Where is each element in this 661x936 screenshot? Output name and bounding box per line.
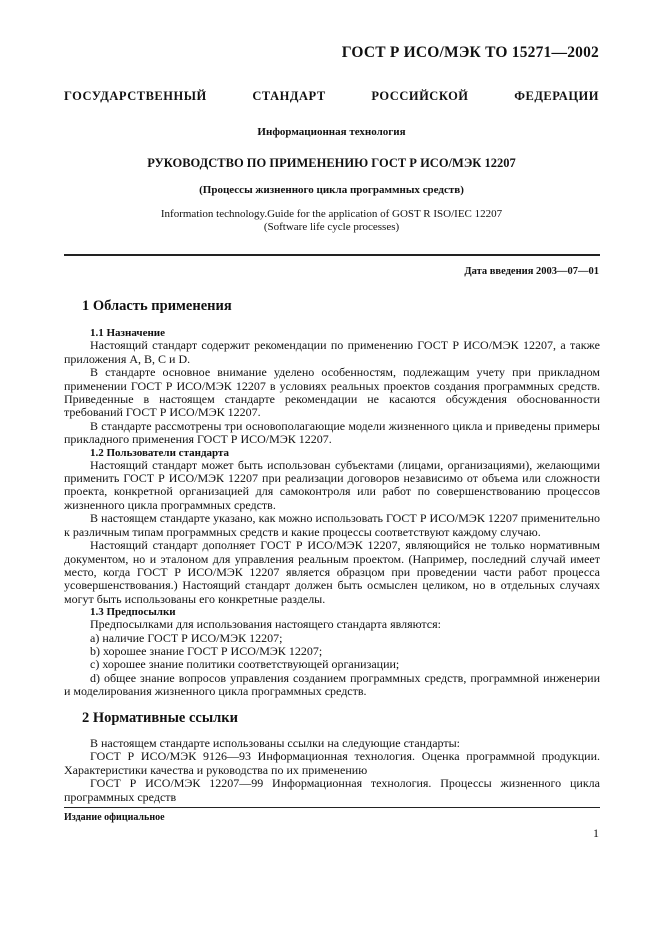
english-title-block: [64, 208, 599, 234]
section-1-2-heading: 1.2 Пользователи стандарта: [90, 446, 230, 459]
state-standard-banner: ГОСУДАРСТВЕННЫЙ СТАНДАРТ РОССИЙСКОЙ ФЕДЕРАЦИИ: [64, 89, 599, 103]
paragraph: В стандарте рассмотрены три основополагающие модели жизненного цикла и приведены примеры прикладного применения ГОСТ Р ИСО/МЭК 12207.: [64, 418, 600, 447]
section-1-1-heading: 1.1 Назначение: [90, 327, 166, 340]
document-title: РУКОВОДСТВО ПО ПРИМЕНЕНИЮ ГОСТ Р ИСО/МЭК 12207: [147, 156, 516, 170]
list-item: b) хорошее знание ГОСТ Р ИСО/МЭК 12207;: [90, 643, 323, 658]
footer-divider: [64, 807, 600, 808]
document-code: ГОСТ Р ИСО/МЭК ТО 15271—2002: [341, 44, 599, 61]
paragraph: Настоящий стандарт дополняет ГОСТ Р ИСО/МЭК 12207, являющийся не только нормативным документом, но и эталоном для управления реальным проектом. (Например, последний случай имеет место, когда ГОСТ Р ИСО/МЭК 12207 является образцом при проведении части работ процесса усовершенствования.) Настоящий стандарт должен быть осмыслен целиком, но в отдельных случаях могут быть использованы его конкретные разделы.: [64, 538, 600, 606]
page-number: 1: [593, 826, 599, 840]
reference-item: ГОСТ Р ИСО/МЭК 12207—99 Информационная технология. Процессы жизненного цикла программных средств: [64, 776, 600, 804]
english-title: Information technology.Guide for the application of GOST R ISO/IEC 12207: [160, 208, 503, 220]
paragraph: В настоящем стандарте использованы ссылки на следующие стандарты:: [90, 735, 461, 750]
introduction-date: Дата введения 2003—07—01: [464, 266, 599, 277]
section-1-3-heading: 1.3 Предпосылки: [90, 606, 176, 619]
paragraph: Настоящий стандарт может быть использован субъектами (лицами, организациями), желающими применить ГОСТ Р ИСО/МЭК 12207 при реализации договоров независимо от объема или сложности проекта, конкретной организацией для самоконтроля или работ по совершенствованию процессов жизненного цикла программных средств.: [64, 457, 600, 512]
paragraph: Настоящий стандарт содержит рекомендации по применению ГОСТ Р ИСО/МЭК 12207, а также приложения А, В, С и D.: [64, 338, 600, 366]
list-item: c) хорошее знание политики соответствующей организации;: [90, 657, 400, 672]
paragraph: В настоящем стандарте указано, как можно использовать ГОСТ Р ИСО/МЭК 12207 применительно к различным типам программных средств и какие процессы соответствуют каждому случаю.: [64, 511, 600, 539]
document-subtitle: (Процессы жизненного цикла программных средств): [199, 184, 464, 196]
paragraph: Предпосылками для использования настоящего стандарта являются:: [90, 617, 441, 632]
header-divider: [64, 254, 600, 256]
reference-item: ГОСТ Р ИСО/МЭК 9126—93 Информационная технология. Оценка программной продукции. Характеристики качества и руководства по их применению: [64, 749, 600, 777]
paragraph: В стандарте основное внимание уделено особенностям, подлежащим учету при прикладном применении ГОСТ Р ИСО/МЭК 12207 в условиях реальных проектов создания программных средств. Приведенные в настоящем стандарте рекомендации не касаются обсуждения обоснованности требований ГОСТ Р ИСО/МЭК 12207.: [64, 365, 600, 420]
list-item: d) общее знание вопросов управления созданием программных средств, программной инженерии и моделирования жизненного цикла программных средств.: [64, 670, 600, 699]
section-1-heading: 1 Область применения: [82, 298, 232, 314]
section-2-heading: 2 Нормативные ссылки: [82, 709, 238, 726]
document-body: [64, 300, 600, 804]
field-heading: Информационная технология: [257, 126, 406, 138]
official-edition-label: Издание официальное: [64, 812, 165, 823]
list-item: а) наличие ГОСТ Р ИСО/МЭК 12207;: [90, 630, 283, 645]
english-subtitle: (Software life cycle processes): [263, 221, 400, 233]
